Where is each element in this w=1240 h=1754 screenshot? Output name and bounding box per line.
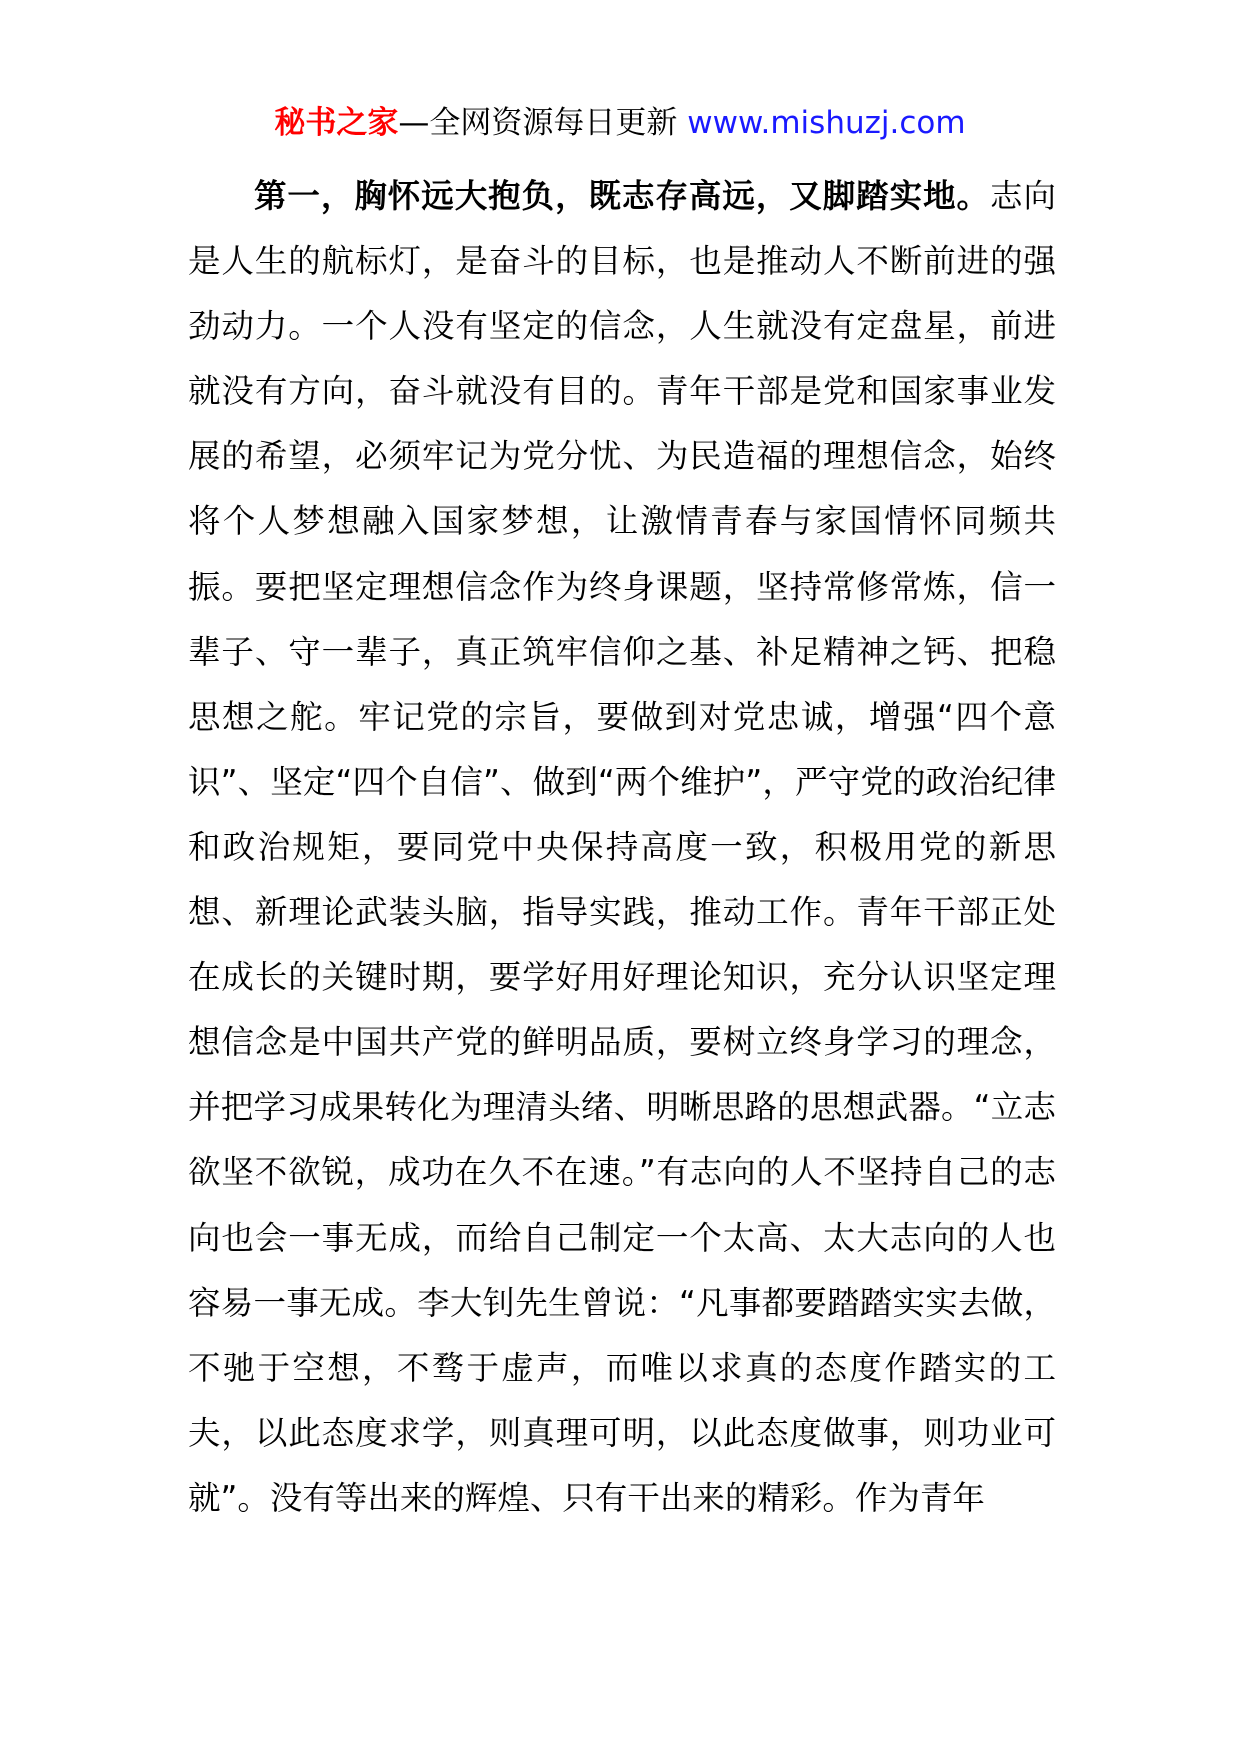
site-tagline: 全网资源每日更新 bbox=[429, 105, 678, 141]
paragraph-body: 志向是人生的航标灯，是奋斗的目标，也是推动人不断前进的强劲动力。一个人没有坚定的信念，人生就没有定盘星，前进就没有方向，奋斗就没有目的。青年干部是党和国家事业发展的希望，必须牢记为党分忧、为民造福的理想信念，始终将个人梦想融入国家梦想，让激情青春与家国情怀同频共振。要把坚定理想信念作为终身课题，坚持常修常炼，信一辈子、守一辈子，真正筑牢信仰之基、补足精神之钙、把稳思想之舵。牢记党的宗旨，要做到对党忠诚，增强“四个意识”、坚定“四个自信”、做到“两个维护”，严守党的政治纪律和政治规矩，要同党中央保持高度一致，积极用党的新思想、新理论武装头脑，指导实践，推动工作。青年干部正处在成长的关键时期，要学好用好理论知识，充分认识坚定理想信念是中国共产党的鲜明品质，要树立终身学习的理念，并把学习成果转化为理清头绪、明晰思路的思想武器。“立志欲坚不欲锐，成功在久不在速。”有志向的人不坚持自己的志向也会一事无成，而给自己制定一个太高、太大志向的人也容易一事无成。李大钊先生曾说：“凡事都要踏踏实实去做，不驰于空想，不骛于虚声，而唯以求真的态度作踏实的工夫，以此态度求学，则真理可明，以此态度做事，则功业可就”。没有等出来的辉煌、只有干出来的精彩。作为青年 bbox=[188, 177, 1056, 1517]
paragraph-lead: 第一，胸怀远大抱负，既志存高远，又脚踏实地。 bbox=[253, 177, 991, 215]
article-paragraph bbox=[188, 164, 1056, 1531]
site-brand: 秘书之家 bbox=[274, 105, 399, 141]
header-dash: — bbox=[398, 105, 430, 141]
site-url-link[interactable]: www.mishuzj.com bbox=[687, 105, 966, 141]
site-header bbox=[0, 100, 1240, 146]
